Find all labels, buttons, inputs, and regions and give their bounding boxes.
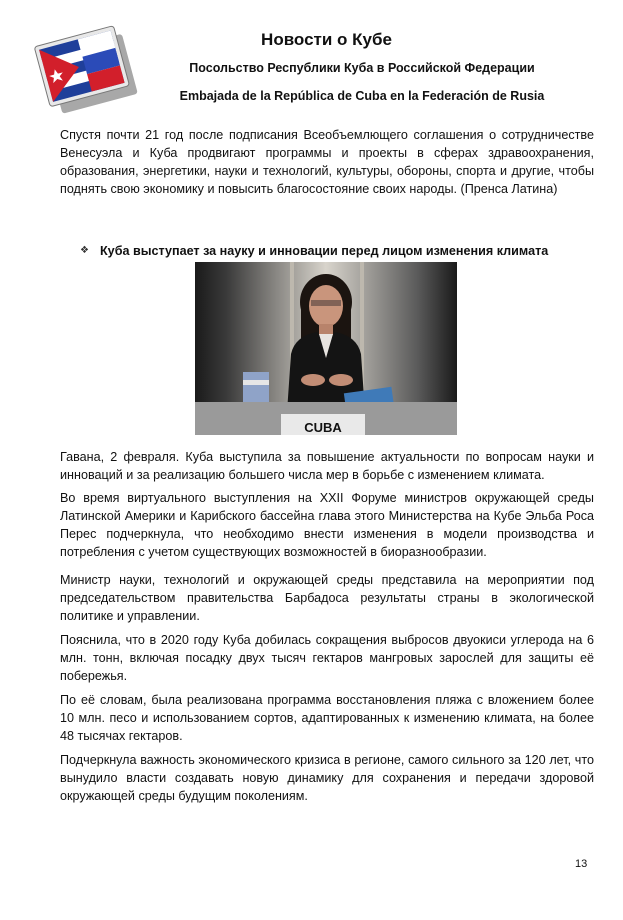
newsletter-title: Новости о Кубе <box>261 30 392 49</box>
article-heading-text: Куба выступает за науку и инновации перед лицом изменения климата <box>100 244 549 258</box>
bullet-diamond-icon: ❖ <box>80 245 89 256</box>
article-paragraph: Министр науки, технологий и окружающей среды представила на мероприятии под председательством правительства Барбадоса результаты страны в экологической политике и управлении. <box>60 573 594 623</box>
cuba-nameplate: CUBA <box>304 420 342 435</box>
embassy-name-russian: Посольство Республики Куба в Российской Федерации <box>189 61 535 75</box>
article-paragraph: Во время виртуального выступления на XXII Форуме министров окружающей среды Латинской Америки и Карибского бассейна глава этого Министерства на Кубе Эльба Роса Перес подчеркнула, что необходимо внести изменения в модели производства и потребления с учетом существующих возможностей в биоразнообразии. <box>60 491 594 559</box>
article-paragraph: Подчеркнула важность экономического кризиса в регионе, самого сильного за 120 лет, что вынудило власти создавать новую динамику для сохранения и передачи здоровой окружающей среды будущим поколениям. <box>60 753 594 803</box>
article-photo <box>195 262 457 435</box>
article-paragraph: Пояснила, что в 2020 году Куба добилась сокращения выбросов двуокиси углерода на 6 млн. тонн, включая посадку двух тысяч гектаров мангровых зарослей для защиты её побережья. <box>60 633 594 683</box>
intro-paragraph: Спустя почти 21 год после подписания Всеобъемлющего соглашения о сотрудничестве Венесуэла и Куба продвигают программы и проекты в сферах здравоохранения, образования, энергетики, науки и технологий, культуры, обороны, спорта и другие, чтобы поднять свою экономику и повысить благосостояние своих народы. (Пренса Латина) <box>60 128 594 196</box>
page-number: 13 <box>575 858 588 870</box>
embassy-name-spanish: Embajada de la República de Cuba en la Federación de Rusia <box>179 89 545 103</box>
article-paragraph: Гавана, 2 февраля. Куба выступила за повышение актуальности по вопросам науки и инноваций и за реализацию большего числа мер в борьбе с изменением климата. <box>60 450 594 482</box>
article-paragraph: По её словам, была реализована программа восстановления пляжа с вложением более 10 млн. песо и использованием сортов, адаптированных к изменению климата, на более 48 тысячах гектаров. <box>60 693 594 743</box>
